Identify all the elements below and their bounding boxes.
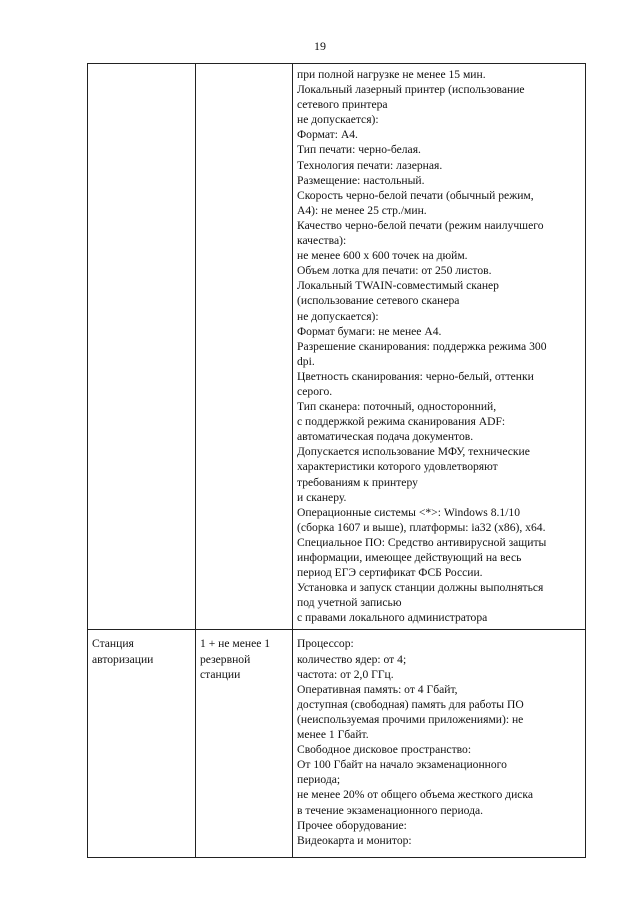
text-line: Качество черно-белой печати (режим наилучшего <box>297 218 544 232</box>
table-row <box>88 64 586 630</box>
text-line: частота: от 2,0 ГГц. <box>297 667 394 681</box>
text-line: От 100 Гбайт на начало экзаменационного <box>297 758 507 772</box>
text-line: и сканеру. <box>297 490 347 504</box>
text-line: количество ядер: от 4; <box>297 652 407 666</box>
text-line: (использование сетевого сканера <box>297 294 460 308</box>
text-line: 1 + не менее 1 <box>200 637 271 651</box>
requirements-cell <box>293 64 586 630</box>
text-line: требованиям к принтеру <box>297 475 418 489</box>
text-line: серого. <box>297 384 333 398</box>
text-line: при полной нагрузке не менее 15 мин. <box>297 68 486 81</box>
text-line: резервной <box>200 652 251 666</box>
table-row <box>88 630 586 858</box>
text-line: dpi. <box>297 354 315 368</box>
text-line: Размещение: настольный. <box>297 173 425 187</box>
text-line: Формат бумаги: не менее А4. <box>297 324 442 338</box>
station-name-cell <box>88 64 196 630</box>
text-line: под учетной записью <box>297 596 402 610</box>
station-quantity-cell <box>196 64 293 630</box>
text-line: период ЕГЭ сертификат ФСБ России. <box>297 566 483 580</box>
text-line: Тип сканера: поточный, односторонний, <box>297 400 497 414</box>
text-line: автоматическая подача документов. <box>297 430 474 444</box>
text-line: Скорость черно-белой печати (обычный режим, <box>297 188 534 202</box>
text-line: периода; <box>297 773 341 787</box>
text-line: Допускается использование МФУ, технические <box>297 445 530 459</box>
text-line: сетевого принтера <box>297 98 388 112</box>
text-line: качества): <box>297 234 347 248</box>
text-line: информации, имеющее действующий на весь <box>297 551 522 564</box>
text-line: с поддержкой режима сканирования ADF: <box>297 415 506 429</box>
text-line: (сборка 1607 и выше), платформы: ia32 (x86), x64. <box>297 520 546 534</box>
text-line: Видеокарта и монитор: <box>297 833 412 847</box>
text-line: не менее 600 x 600 точек на дюйм. <box>297 249 468 263</box>
station-quantity-cell <box>196 630 293 858</box>
text-line: Разрешение сканирования: поддержка режима 300 <box>297 339 547 353</box>
text-line: не допускается): <box>297 113 379 127</box>
text-line: не допускается): <box>297 309 379 323</box>
text-line: менее 1 Гбайт. <box>297 728 369 742</box>
page-number: 19 <box>314 39 326 53</box>
text-line: Оперативная память: от 4 Гбайт, <box>297 682 458 696</box>
text-line: Локальный лазерный принтер (использование <box>297 83 525 97</box>
text-line: Объем лотка для печати: от 250 листов. <box>297 264 492 278</box>
text-line: Станция <box>92 637 134 651</box>
text-line: Технология печати: лазерная. <box>297 158 443 172</box>
text-line: Прочее оборудование: <box>297 818 407 832</box>
text-line: доступная (свободная) память для работы ПО <box>297 697 524 711</box>
text-line: станции <box>200 667 241 681</box>
requirements-cell <box>293 630 586 858</box>
text-line: Свободное дисковое пространство: <box>297 743 472 757</box>
requirements-table <box>87 63 586 858</box>
text-line: в течение экзаменационного периода. <box>297 803 484 817</box>
text-line: А4): не менее 25 стр./мин. <box>297 203 427 217</box>
text-line: (неиспользуемая прочими приложениями): не <box>297 712 524 726</box>
text-line: Установка и запуск станции должны выполняться <box>297 581 544 595</box>
text-line: не менее 20% от общего объема жесткого диска <box>297 788 534 802</box>
text-line: Формат: А4. <box>297 128 358 142</box>
text-line: Специальное ПО: Средство антивирусной защиты <box>297 535 547 549</box>
station-name-cell <box>88 630 196 858</box>
text-line: с правами локального администратора <box>297 611 488 625</box>
text-line: характеристики которого удовлетворяют <box>297 460 498 474</box>
text-line: Локальный TWAIN-совместимый сканер <box>297 279 499 293</box>
text-line: Операционные системы <*>: Windows 8.1/10 <box>297 505 521 519</box>
text-line: Тип печати: черно-белая. <box>297 143 421 157</box>
text-line: Цветность сканирования: черно-белый, оттенки <box>297 369 534 383</box>
text-line: Процессор: <box>297 637 354 651</box>
text-line: авторизации <box>92 652 154 666</box>
